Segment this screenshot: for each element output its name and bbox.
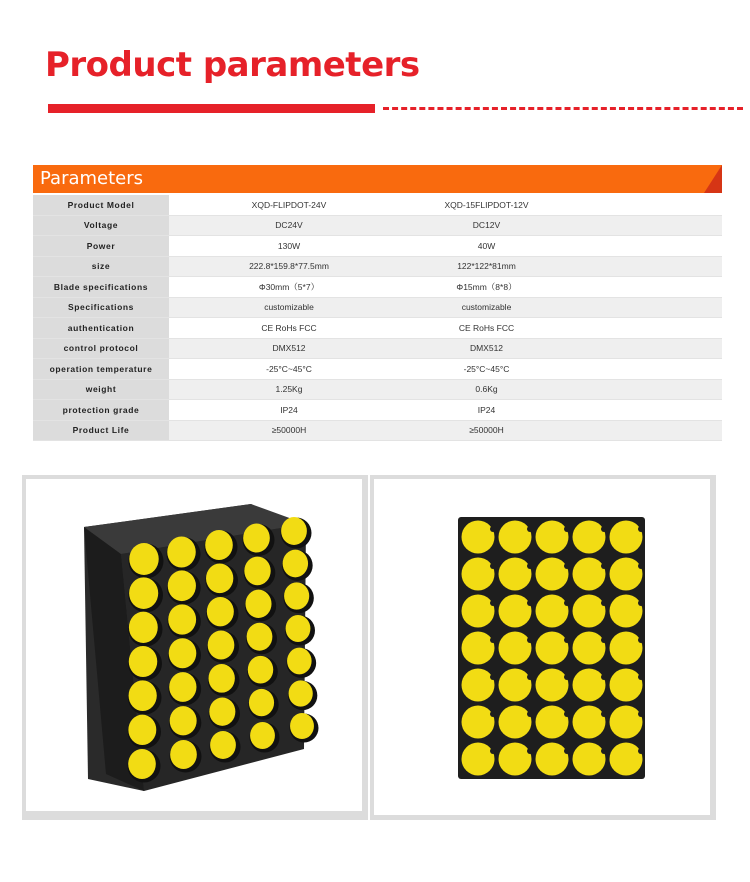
product-photo-frame-left	[22, 475, 368, 820]
table-row	[33, 420, 722, 441]
dot-pivot	[490, 600, 496, 606]
param-value-model-b: XQD-15FLIPDOT-12V	[409, 195, 564, 215]
param-label: size	[33, 256, 169, 277]
flip-dot	[169, 672, 196, 702]
param-value-model-b: DC12V	[409, 215, 564, 236]
row-filler	[564, 359, 722, 380]
product-photo-frame-right	[370, 475, 716, 820]
dot-pivot	[490, 637, 496, 643]
flip-dot	[243, 524, 270, 553]
flip-dot	[249, 689, 274, 716]
row-filler	[564, 215, 722, 236]
table-row	[33, 277, 722, 298]
flip-dot	[499, 632, 532, 665]
dot-pivot	[490, 748, 496, 754]
param-label: Specifications	[33, 297, 169, 318]
param-value-model-b: 40W	[409, 236, 564, 257]
param-value-model-b: customizable	[409, 297, 564, 318]
flip-dot	[610, 595, 643, 628]
flip-dot	[610, 632, 643, 665]
dot-pivot	[527, 600, 533, 606]
table-row	[33, 400, 722, 421]
flip-dot	[208, 631, 235, 660]
flip-dot	[462, 632, 495, 665]
flip-dot	[170, 740, 197, 769]
flip-dot	[462, 669, 495, 702]
param-label: operation temperature	[33, 359, 169, 380]
dot-pivot	[527, 674, 533, 680]
flip-dot	[287, 648, 312, 675]
flipdot-module-perspective-image	[26, 479, 362, 811]
param-value-model-a: ≥50000H	[169, 420, 409, 441]
flip-dot	[129, 680, 157, 711]
flip-dot	[610, 743, 643, 776]
flip-dot	[248, 656, 273, 684]
row-filler	[564, 256, 722, 277]
flip-dot	[499, 706, 532, 739]
dot-pivot	[638, 526, 644, 532]
param-value-model-a: 130W	[169, 236, 409, 257]
flip-dot	[284, 582, 309, 609]
flip-dot	[536, 521, 569, 554]
param-label: Power	[33, 236, 169, 257]
dot-pivot	[638, 748, 644, 754]
flip-dot	[168, 570, 196, 601]
flip-dot	[247, 623, 273, 651]
flip-dot	[168, 604, 196, 634]
param-label: control protocol	[33, 338, 169, 359]
dot-pivot	[638, 711, 644, 717]
dot-pivot	[638, 637, 644, 643]
table-row	[33, 236, 722, 257]
flip-dot	[610, 706, 643, 739]
param-value-model-a: Φ30mm（5*7）	[169, 277, 409, 298]
flip-dot	[536, 595, 569, 628]
table-row	[33, 318, 722, 339]
row-filler	[564, 297, 722, 318]
param-value-model-a: DMX512	[169, 338, 409, 359]
param-label: weight	[33, 379, 169, 400]
table-row	[33, 379, 722, 400]
table-row	[33, 297, 722, 318]
flip-dot	[573, 669, 606, 702]
flip-dot	[573, 632, 606, 665]
flip-dot	[129, 612, 158, 643]
param-value-model-a: XQD-FLIPDOT-24V	[169, 195, 409, 215]
flip-dot	[536, 706, 569, 739]
param-value-model-b: 0.6Kg	[409, 379, 564, 400]
param-value-model-a: IP24	[169, 400, 409, 421]
dot-pivot	[527, 711, 533, 717]
dot-pivot	[564, 637, 570, 643]
param-label: Product Life	[33, 420, 169, 441]
flip-dot	[207, 597, 234, 626]
dot-pivot	[490, 563, 496, 569]
dot-pivot	[638, 563, 644, 569]
param-value-model-b: IP24	[409, 400, 564, 421]
param-value-model-b: -25°C~45°C	[409, 359, 564, 380]
param-value-model-b: Φ15mm（8*8）	[409, 277, 564, 298]
dot-pivot	[601, 600, 607, 606]
dot-pivot	[564, 526, 570, 532]
flip-dot	[245, 590, 271, 618]
row-filler	[564, 236, 722, 257]
dot-pivot	[564, 600, 570, 606]
flip-dot	[289, 680, 313, 706]
dot-pivot	[564, 563, 570, 569]
flip-dot	[129, 543, 158, 575]
flip-dot	[610, 521, 643, 554]
title-underline	[48, 104, 375, 113]
flip-dot	[244, 557, 270, 586]
param-value-model-b: CE RoHs FCC	[409, 318, 564, 339]
dot-pivot	[527, 563, 533, 569]
flip-dot	[128, 749, 156, 779]
dot-pivot	[601, 674, 607, 680]
dot-pivot	[564, 711, 570, 717]
flip-dot	[283, 550, 308, 578]
flip-dot	[462, 743, 495, 776]
param-value-model-b: ≥50000H	[409, 420, 564, 441]
flip-dot	[573, 558, 606, 591]
flip-dot	[573, 595, 606, 628]
row-filler	[564, 277, 722, 298]
flip-dot	[499, 743, 532, 776]
flip-dot	[499, 669, 532, 702]
parameters-table	[33, 195, 722, 441]
flip-dot	[610, 558, 643, 591]
flip-dot	[499, 595, 532, 628]
dot-pivot	[490, 674, 496, 680]
flip-dot	[462, 706, 495, 739]
flip-dot	[128, 715, 156, 745]
table-row	[33, 359, 722, 380]
table-row	[33, 195, 722, 215]
flip-dot	[462, 595, 495, 628]
param-value-model-a: DC24V	[169, 215, 409, 236]
param-value-model-a: CE RoHs FCC	[169, 318, 409, 339]
param-value-model-b: DMX512	[409, 338, 564, 359]
table-row	[33, 256, 722, 277]
dot-pivot	[601, 637, 607, 643]
table-row	[33, 338, 722, 359]
flip-dot	[499, 558, 532, 591]
dot-pivot	[601, 748, 607, 754]
flip-dot	[573, 743, 606, 776]
flip-dot	[536, 743, 569, 776]
flip-dot	[286, 615, 311, 642]
flip-dot	[129, 577, 158, 609]
title-dashed-rule	[383, 107, 743, 110]
parameters-banner	[33, 165, 722, 193]
flip-dot	[210, 731, 236, 759]
flip-dot	[205, 530, 233, 560]
flip-dot	[206, 564, 233, 594]
param-label: Product Model	[33, 195, 169, 215]
row-filler	[564, 318, 722, 339]
flip-dot	[536, 558, 569, 591]
flip-dot	[499, 521, 532, 554]
dot-pivot	[490, 526, 496, 532]
flip-dot	[167, 537, 196, 568]
row-filler	[564, 195, 722, 215]
dot-pivot	[490, 711, 496, 717]
row-filler	[564, 338, 722, 359]
flip-dot	[536, 669, 569, 702]
dot-pivot	[638, 600, 644, 606]
banner-corner-accent	[704, 165, 722, 193]
flip-dot	[209, 698, 235, 726]
param-label: authentication	[33, 318, 169, 339]
dot-pivot	[601, 526, 607, 532]
param-value-model-a: 222.8*159.8*77.5mm	[169, 256, 409, 277]
dot-pivot	[527, 748, 533, 754]
param-label: Blade specifications	[33, 277, 169, 298]
param-value-model-b: 122*122*81mm	[409, 256, 564, 277]
dot-pivot	[527, 637, 533, 643]
row-filler	[564, 379, 722, 400]
flip-dot	[462, 521, 495, 554]
param-label: protection grade	[33, 400, 169, 421]
flip-dot	[573, 706, 606, 739]
flipdot-module-front-image	[374, 479, 710, 815]
dot-pivot	[601, 563, 607, 569]
flip-dot	[281, 517, 307, 545]
flip-dot	[208, 664, 234, 693]
param-value-model-a: -25°C~45°C	[169, 359, 409, 380]
table-row	[33, 215, 722, 236]
flip-dot	[462, 558, 495, 591]
dot-pivot	[601, 711, 607, 717]
flip-dot	[536, 632, 569, 665]
row-filler	[564, 400, 722, 421]
flip-dot	[290, 713, 314, 739]
page-title: Product parameters	[45, 45, 420, 85]
dot-pivot	[527, 526, 533, 532]
flip-dot	[129, 646, 158, 677]
row-filler	[564, 420, 722, 441]
flip-dot	[250, 722, 275, 749]
dot-pivot	[638, 674, 644, 680]
flip-dot	[169, 638, 197, 668]
dot-pivot	[564, 748, 570, 754]
param-value-model-a: customizable	[169, 297, 409, 318]
param-value-model-a: 1.25Kg	[169, 379, 409, 400]
param-label: Voltage	[33, 215, 169, 236]
dot-pivot	[564, 674, 570, 680]
parameters-banner-label: Parameters	[40, 168, 144, 189]
flip-dot	[573, 521, 606, 554]
flip-dot	[170, 706, 197, 735]
flip-dot	[610, 669, 643, 702]
